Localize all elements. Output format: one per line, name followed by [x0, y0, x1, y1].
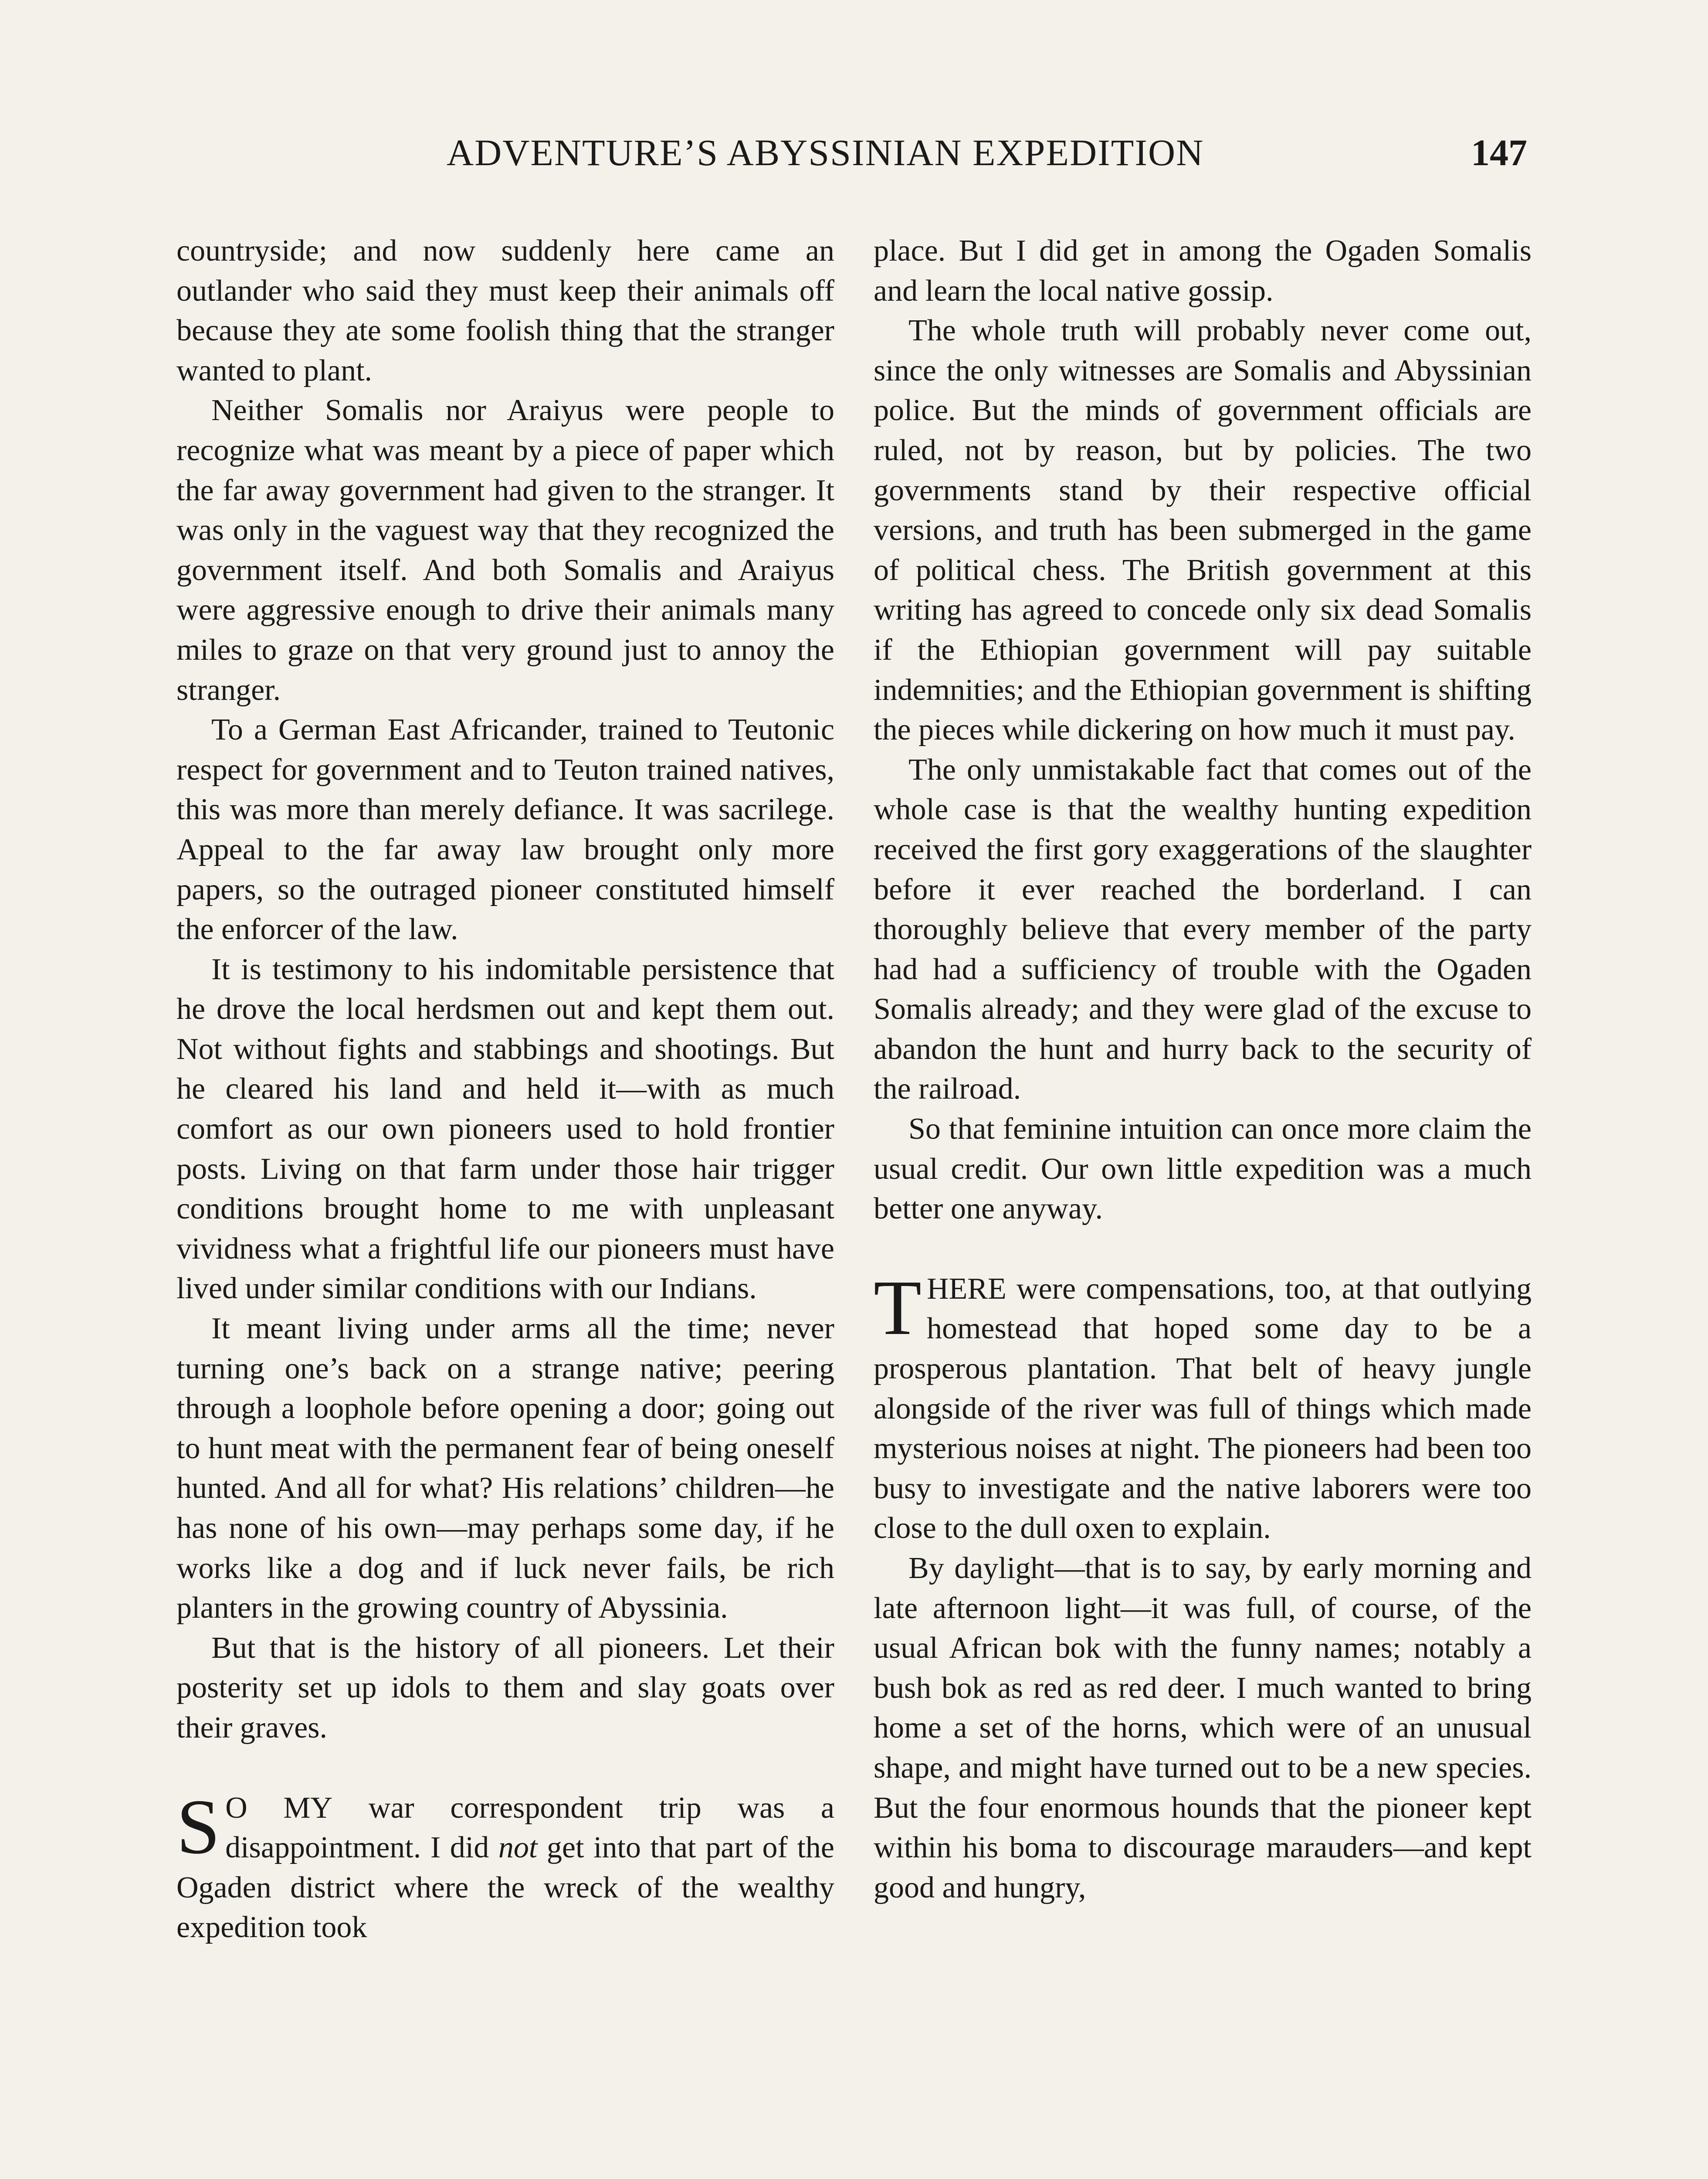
italic-word: not	[498, 1831, 538, 1865]
section-break	[874, 1229, 1532, 1269]
paragraph: To a German East Africander, trained to Teutonic respect for government and to Teuton trained natives, this was more than merely defiance. It was sacrilege. Appeal to the far away law brought only more papers, so the outraged pioneer constituted himself the enforcer of the law.	[176, 713, 834, 947]
paragraph: countryside; and now suddenly here came an outlander who said they must keep their animals off because they ate some foolish thing that the stranger wanted to plant.	[176, 234, 834, 387]
section-break	[176, 1748, 834, 1788]
lead-words: O MY	[225, 1791, 333, 1825]
lead-words: HERE	[926, 1272, 1006, 1306]
paragraph: Neither Somalis nor Araiyus were people to recognize what was meant by a piece of paper which the far away government had given to the stranger. It was only in the vaguest way that they recognized the government itself. And both Somalis and Araiyus were aggressive enough to drive their animals many miles to graze on that very ground just to annoy the stranger.	[176, 394, 834, 707]
page-header	[176, 131, 1527, 187]
paragraph: By daylight—that is to say, by early morning and late afternoon light—it was full, of course, of the usual African bok with the funny names; notably a bush bok as red as red deer. I much wanted to bring home a set of the horns, which were of an unusual shape, and might have turned out to be a new species. But the four enormous hounds that the pioneer kept within his boma to discourage marauders—and kept good and hungry,	[874, 1551, 1532, 1904]
paragraph: place. But I did get in among the Ogaden Somalis and learn the local native gossip.	[874, 234, 1532, 308]
paragraph-text: get into that part of the Ogaden district where the wreck of the wealthy expedition took	[176, 1831, 834, 1945]
paragraph: So that feminine intuition can once more claim the usual credit. Our own little expedition was a much better one anyway.	[874, 1112, 1532, 1226]
drop-cap: S	[176, 1783, 220, 1870]
page-number: 147	[1471, 132, 1527, 173]
section-opening-paragraph	[874, 1264, 1532, 1548]
paragraph: But that is the history of all pioneers. Let their posterity set up idols to them and slay goats over their graves.	[176, 1631, 834, 1745]
paragraph-text: were compensations, too, at that outlying homestead that hoped some day to be a prosperous plantation. That belt of heavy jungle alongside of the river was full of things which made mysterious noises at night. The pioneers had been too busy to investigate and the native laborers were too close to the dull oxen to explain.	[874, 1272, 1532, 1545]
paragraph: The only unmistakable fact that comes out of the whole case is that the wealthy hunting expedition received the first gory exaggerations of the slaughter before it ever reached the borderland. I can thoroughly believe that every member of the party had had a sufficiency of trouble with the Ogaden Somalis already; and they were glad of the excuse to abandon the hunt and hurry back to the security of the railroad.	[874, 753, 1532, 1106]
right-column	[874, 231, 1532, 1907]
running-title: ADVENTURE’S ABYSSINIAN EXPEDITION	[447, 132, 1204, 173]
paragraph-text: war correspondent trip was a disappointment. I did	[225, 1791, 834, 1865]
paragraph: The whole truth will probably never come out, since the only witnesses are Somalis and Abyssinian police. But the minds of government officials are ruled, not by reason, but by policies. The two governments stand by their respective official versions, and truth has been submerged in the game of political chess. The British government at this writing has agreed to concede only six dead Somalis if the Ethiopian government will pay suitable indemnities; and the Ethiopian government is shifting the pieces while dickering on how much it must pay.	[874, 314, 1532, 747]
section-opening-paragraph	[176, 1783, 834, 1948]
paragraph: It is testimony to his indomitable persistence that he drove the local herdsmen out and kept them out. Not without fights and stabbings and shootings. But he cleared his land and held it—with as much comfort as our own pioneers used to hold frontier posts. Living on that farm under those hair trigger conditions brought home to me with unpleasant vividness what a frightful life our pioneers must have lived under similar conditions with our Indians.	[176, 952, 834, 1306]
left-column	[176, 231, 834, 1948]
paragraph: It meant living under arms all the time; never turning one’s back on a strange native; peering through a loophole before opening a door; going out to hunt meat with the permanent fear of being oneself hunted. And all for what? His relations’ children—he has none of his own—may perhaps some day, if he works like a dog and if luck never fails, be rich planters in the growing country of Abyssinia.	[176, 1312, 834, 1625]
drop-cap: T	[874, 1264, 922, 1351]
